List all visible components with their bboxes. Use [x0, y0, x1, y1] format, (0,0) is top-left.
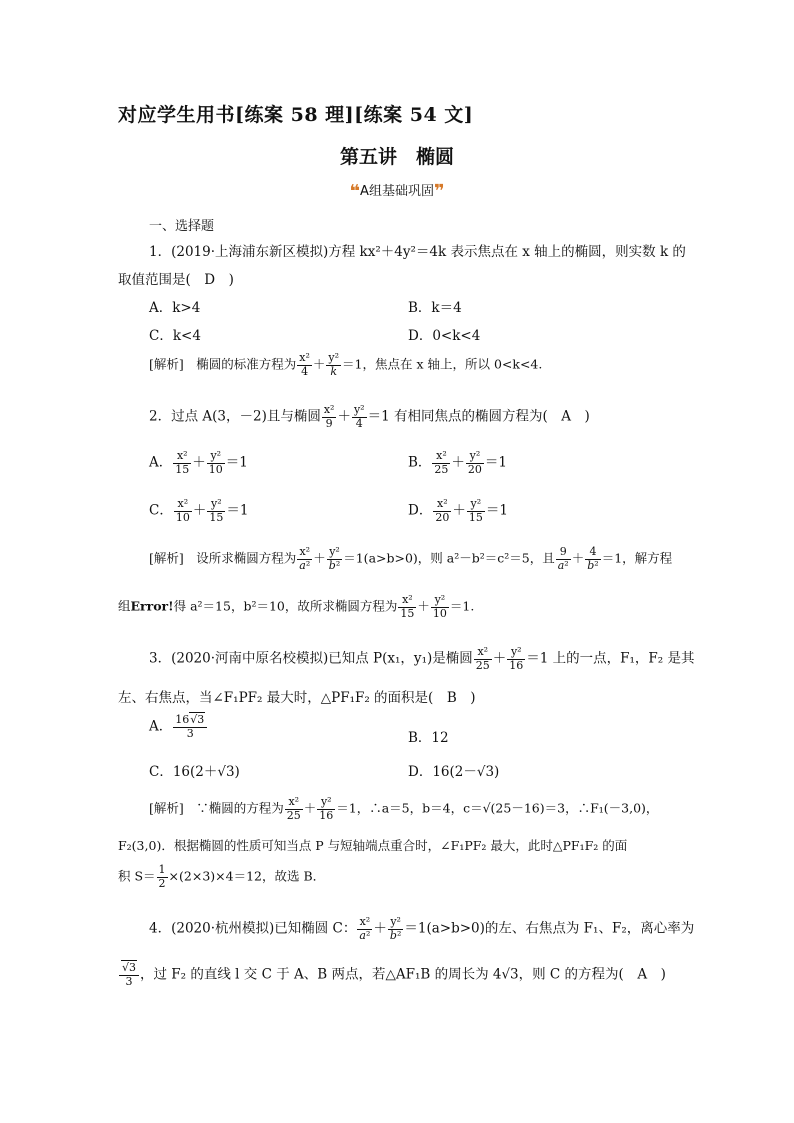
q4-stem-line1: 4．(2020·杭州模拟)已知椭圆 C： $\frac{\text{x²}}{\text{a²}}$ ＋ $\frac{\text{y²}}{\text{b²}}$ ＝1(a>b>0)的左、右焦点为 F₁、F₂，离心率为 [149, 915, 695, 942]
open-quote-icon: ❝ [349, 181, 361, 202]
q3-solution-line1: [解析] ∵椭圆的方程为 $\frac{\text{x²}}{25}$ ＋ $\frac{\text{y²}}{16}$ ＝1，∴a＝5，b＝4，c＝√(25－16)＝3，∴F₁(－3,0)， [149, 795, 659, 822]
q3-solution-line3: 积 S＝ $\frac{1}{2}$ ×(2×3)×4＝12，故选 B． [118, 863, 326, 890]
q3-option-a: A． $\frac{16√3}{3}$ [149, 714, 208, 740]
q3-stem-line1: 3．(2020·河南中原名校模拟)已知点 P(x₁，y₁)是椭圆 $\frac{\text{x²}}{25}$ ＋ $\frac{\text{y²}}{16}$ ＝1 上的一点，F₁，F₂ 是其 [149, 645, 695, 672]
q2-option-d: D． $\frac{\text{x²}}{20}$ ＋ $\frac{\text{y²}}{15}$ ＝1 [408, 497, 508, 524]
q4-stem-line2: $\frac{√3}{3}$ ，过 F₂ 的直线 l 交 C 于 A、B 两点，若△AF₁B 的周长为 4√3，则 C 的方程为( A ) [118, 962, 666, 988]
page-title: 第五讲 椭圆 [339, 146, 454, 168]
q1-option-c: C．k<4 [149, 328, 201, 344]
q1-line2: 取值范围是( D ) [118, 272, 234, 288]
q2-solution-line1: [解析] 设所求椭圆方程为 $\frac{\text{x²}}{\text{a²}}$ ＋ $\frac{\text{y²}}{\text{b²}}$ ＝1(a>b>0)，则 a²－b²＝c²＝5，且 $\frac{9}{\text{a²}}$ ＋ $\frac{4}{\text{b²}}$ ＝1，解方程 [149, 545, 673, 572]
q2-option-b: B． $\frac{\text{x²}}{25}$ ＋ $\frac{\text{y²}}{20}$ ＝1 [408, 449, 508, 476]
section-heading: 一、选择题 [149, 219, 215, 234]
q1-option-b: B．k＝4 [408, 300, 462, 316]
q2-stem: 2．过点 A(3，－2)且与椭圆 $\frac{\text{x²}}{9}$ ＋ $\frac{\text{y²}}{4}$ ＝1 有相同焦点的椭圆方程为( A ) [149, 403, 590, 430]
q1-solution: [解析] 椭圆的标准方程为 $\frac{\text{x²}}{4}$ ＋ $\frac{\text{y²}}{k}$ ＝1，焦点在 x 轴上，所以 0<k<4. [149, 351, 543, 378]
page-header: 对应学生用书[练案 58 理][练案 54 文] [118, 104, 474, 126]
q3-option-d: D．16(2－√3) [408, 764, 500, 780]
q3-option-c: C．16(2＋√3) [149, 764, 240, 780]
q1-line1: 1．(2019·上海浦东新区模拟)方程 kx²＋4y²＝4k 表示焦点在 x 轴上的椭圆，则实数 k 的 [149, 244, 686, 260]
q3-stem-line2: 左、右焦点，当∠F₁PF₂ 最大时，△PF₁F₂ 的面积是( B ) [118, 690, 476, 706]
q3-solution-line2: F₂(3,0)．根据椭圆的性质可知当点 P 与短轴端点重合时，∠F₁PF₂ 最大，此时△PF₁F₂ 的面 [118, 838, 628, 853]
q2-option-c: C． $\frac{\text{x²}}{10}$ ＋ $\frac{\text{y²}}{15}$ ＝1 [149, 497, 249, 524]
q2-option-a: A． $\frac{\text{x²}}{15}$ ＋ $\frac{\text{y²}}{10}$ ＝1 [149, 449, 248, 476]
q1-option-a: A．k>4 [149, 300, 201, 316]
q2-solution-line2: 组Error!得 a²＝15，b²＝10，故所求椭圆方程为 $\frac{\text{x²}}{15}$ ＋ $\frac{\text{y²}}{10}$ ＝1. [118, 593, 475, 620]
group-label [0, 180, 794, 202]
q1-option-d: D．0<k<4 [408, 328, 481, 344]
close-quote-icon: ❞ [433, 181, 445, 202]
group-label-text: A组基础巩固 [360, 184, 434, 199]
q3-option-b: B．12 [408, 730, 449, 746]
